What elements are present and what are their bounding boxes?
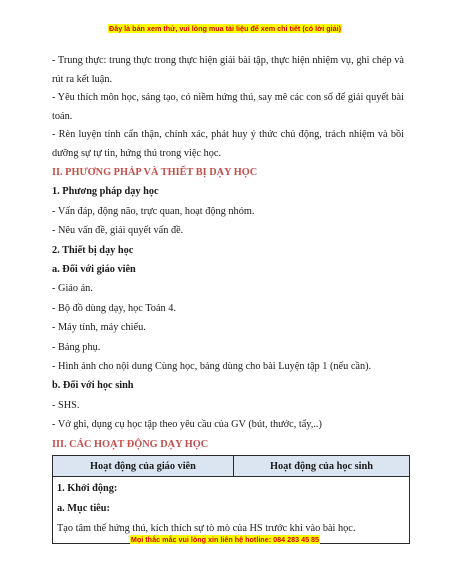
row-text: Tạo tâm thế hứng thú, kích thích sự tò mò của HS trước khi vào bài học.	[57, 523, 356, 535]
paragraph: - Yêu thích môn học, sáng tạo, có niềm hứng thú, say mê các con số để giải quyết bài toán.	[52, 92, 404, 122]
list-item: - Vở ghi, dụng cụ học tập theo yêu cầu của GV (bút, thước, tẩy,..)	[52, 419, 322, 431]
subheading-equipment: 2. Thiết bị dạy học	[52, 244, 134, 256]
list-item: - Máy tính, máy chiếu.	[52, 322, 146, 334]
list-item: - Bộ đồ dùng dạy, học Toán 4.	[52, 302, 176, 314]
table-row	[53, 477, 410, 544]
list-item: - Vấn đáp, động não, trực quan, hoạt động nhóm.	[52, 205, 255, 217]
footer-banner-text: Mọi thắc mắc vui lòng xin liên hệ hotline: 084 283 45 85	[130, 535, 320, 544]
table-header-row	[53, 456, 410, 477]
section-heading-methods-equipment: II. PHƯƠNG PHÁP VÀ THIẾT BỊ DẠY HỌC	[52, 167, 258, 178]
paragraph: - Trung thực: trung thực trong thực hiện giải bài tập, thực hiện nhiệm vụ, ghi chép và rút ra kết luận.	[52, 55, 404, 85]
section-heading-activities: III. CÁC HOẠT ĐỘNG DẠY HỌC	[52, 438, 209, 450]
column-header-teacher: Hoạt động của giáo viên	[53, 456, 234, 477]
list-item: - Nêu vấn đề, giải quyết vấn đề.	[52, 225, 184, 237]
footer-banner	[0, 535, 450, 544]
row-subtitle: a. Mục tiêu:	[57, 503, 110, 515]
header-banner-text: Đây là bản xem thử, vui lòng mua tài liệu để xem chi tiết (có lời giải)	[109, 24, 341, 33]
list-item: - Hình ảnh cho nội dung Cùng học, bảng dùng cho bài Luyện tập 1 (nếu cần).	[52, 361, 372, 373]
activities-table	[52, 455, 410, 544]
subheading-teacher: a. Đối với giáo viên	[52, 264, 136, 276]
list-item: - SHS.	[52, 399, 80, 411]
header-banner	[0, 24, 450, 33]
table-cell	[53, 477, 410, 544]
subheading-student: b. Đối với học sinh	[52, 380, 134, 392]
subheading-methods: 1. Phương pháp dạy học	[52, 186, 159, 198]
paragraph: - Rèn luyện tính cẩn thận, chính xác, phát huy ý thức chủ động, trách nhiệm và bồi dưỡng sự tự tin, hứng thú trong việc học.	[52, 129, 404, 159]
list-item: - Bảng phụ.	[52, 341, 101, 353]
row-title: 1. Khởi động:	[57, 483, 118, 495]
document-body	[52, 52, 404, 544]
column-header-student: Hoạt động của học sinh	[233, 456, 409, 477]
list-item: - Giáo án.	[52, 283, 93, 295]
